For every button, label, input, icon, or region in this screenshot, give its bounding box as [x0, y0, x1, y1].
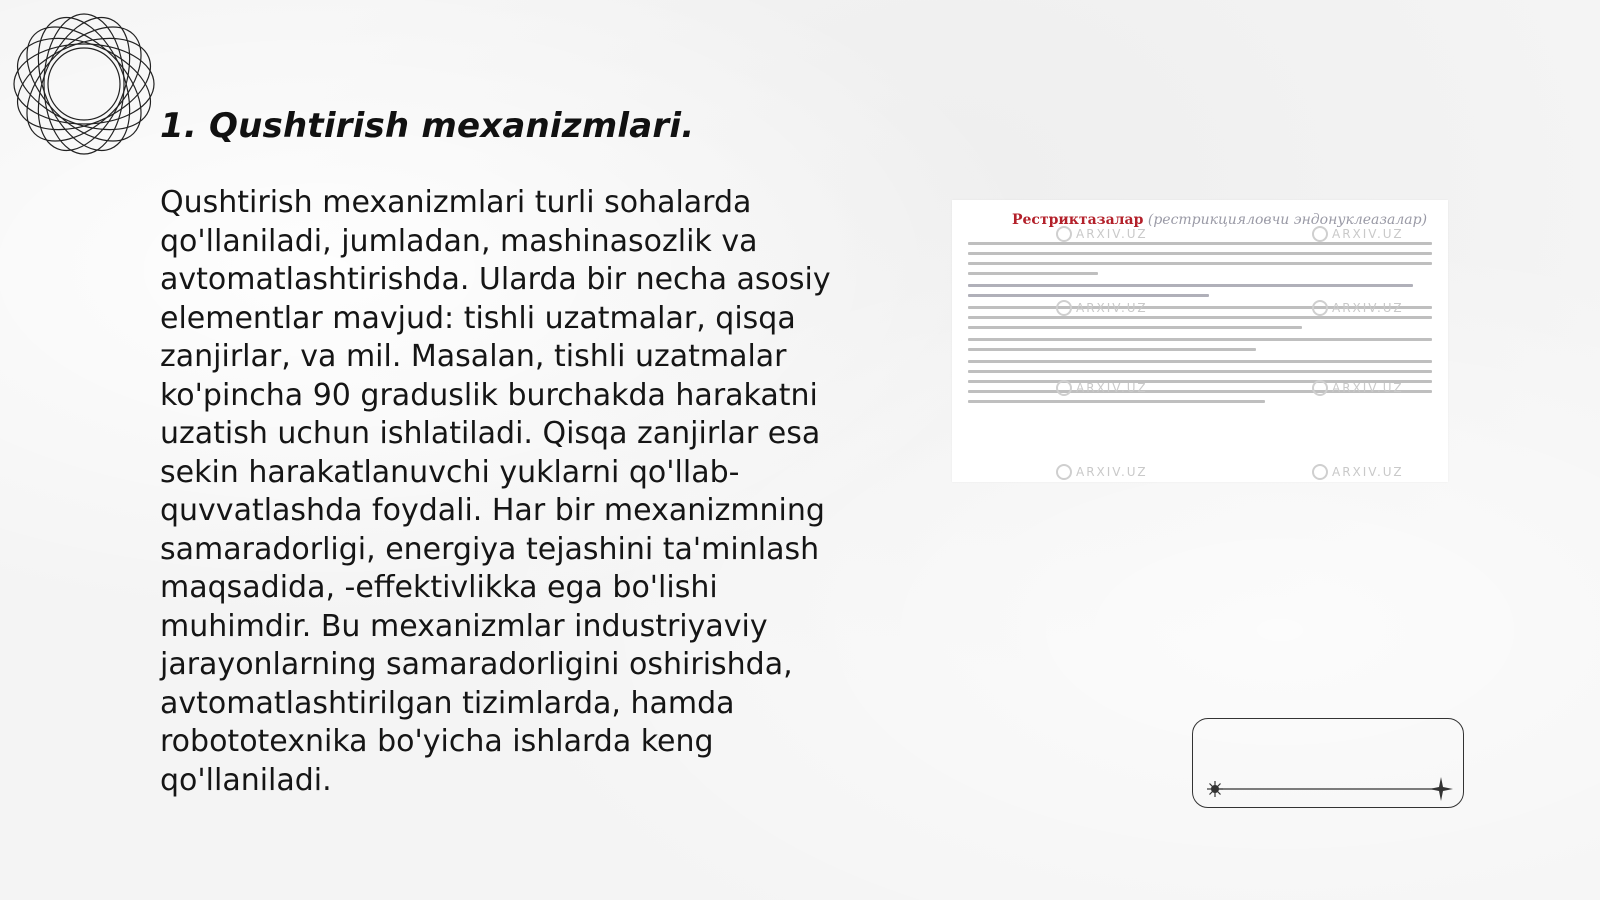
watermark-logo-icon [1312, 380, 1328, 396]
watermark: ARXIV.UZ [1056, 226, 1148, 242]
watermark-logo-icon [1056, 380, 1072, 396]
slide-navigation-widget[interactable] [1192, 718, 1464, 808]
document-heading-sub: (рестрикцияловчи эндонуклеазалар) [1147, 212, 1428, 228]
watermark: ARXIV.UZ [1312, 380, 1404, 396]
document-heading-main: Рестриктазалар [1012, 212, 1144, 228]
watermark-logo-icon [1312, 226, 1328, 242]
watermark: ARXIV.UZ [1056, 300, 1148, 316]
watermark-logo-icon [1056, 226, 1072, 242]
slide-title: 1. Qushtirish mexanizmlari. [160, 106, 695, 146]
slide-body-text: Qushtirish mexanizmlari turli sohalarda qo'llaniladi, jumladan, mashinasozlik va avtomatlashtirishda. Ularda bir necha asosiy elementlar mavjud: tishli uzatmalar, qisqa zanjirlar, va mil. Masalan, tishli uzatmalar ko'pincha 90 graduslik burchakda harakatni uzatish uchun ishlatiladi. Qisqa zanjirlar esa sekin harakatlanuvchi yuklarni qo'llab-quvvatlashda foydali. Har bir mexanizmning samaradorligi, energiya tejashini ta'minlash maqsadida, -effektivlikka ega bo'lishi muhimdir. Bu mexanizmlar industriyaviy jarayonlarning samaradorligini oshirishda, avtomatlashtirilgan tizimlarda, hamda robototexnika bo'yicha ishlarda keng qo'llaniladi. [160, 185, 831, 798]
watermark: ARXIV.UZ [1056, 380, 1148, 396]
watermark: ARXIV.UZ [1312, 300, 1404, 316]
sparkle-icon[interactable] [1429, 777, 1453, 801]
watermark: ARXIV.UZ [1056, 464, 1148, 480]
watermark-logo-icon [1056, 300, 1072, 316]
navigation-track [1193, 719, 1465, 809]
sun-icon[interactable] [1207, 781, 1223, 797]
watermark-logo-icon [1312, 300, 1328, 316]
watermark: ARXIV.UZ [1312, 464, 1404, 480]
watermark-logo-icon [1056, 464, 1072, 480]
decorative-rosette-icon [12, 12, 156, 156]
document-screenshot-image [952, 200, 1448, 482]
watermark-logo-icon [1312, 464, 1328, 480]
watermark: ARXIV.UZ [1312, 226, 1404, 242]
